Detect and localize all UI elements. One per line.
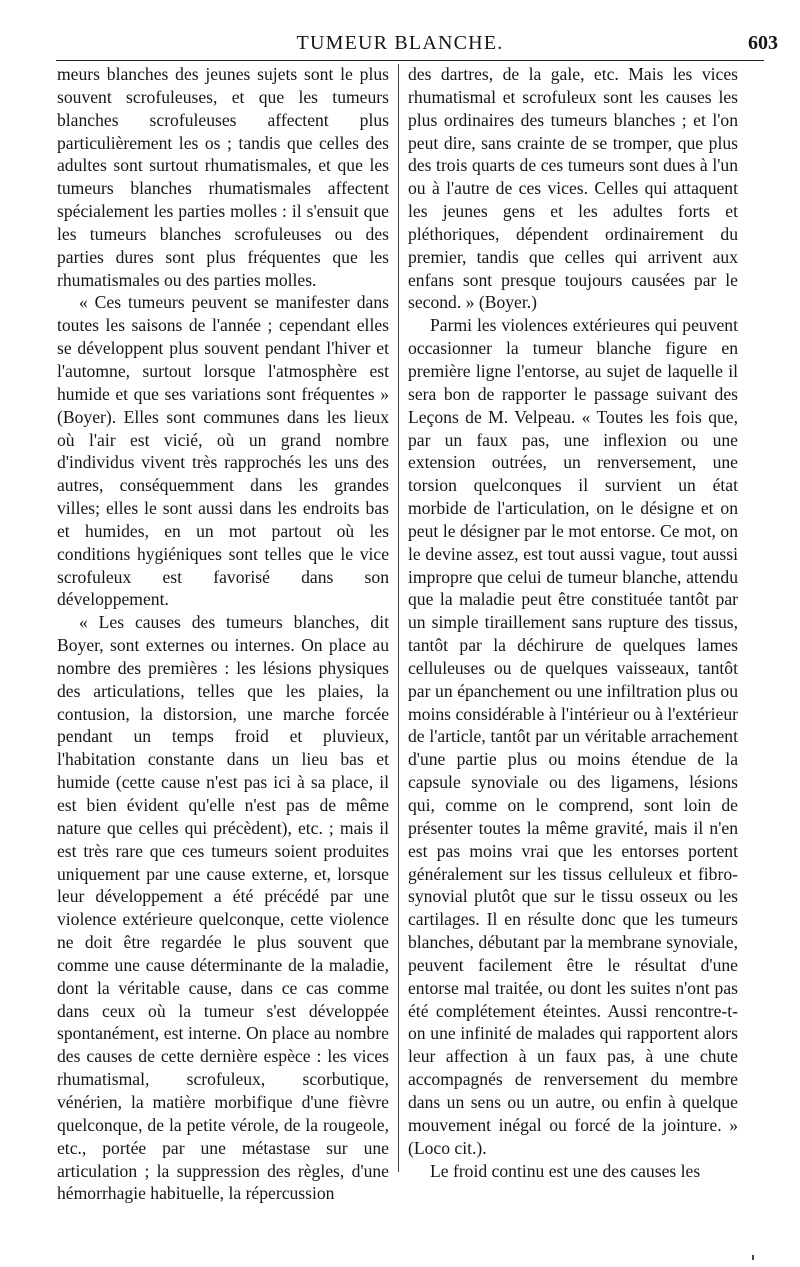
page-number: 603	[748, 32, 778, 54]
right-column	[408, 63, 738, 1181]
paragraph: Le froid continu est une des causes les	[430, 1160, 701, 1181]
paragraph: « Ces tumeurs peuvent se manifester dans toutes les saisons de l'année ; cependant elles se développent plus souvent pendant l'hiver et l'automne, surtout lorsque l'atmosphère est humide et que ses variations sont fréquentes » (Boyer). Elles sont communes dans les lieux où l'air est vicié, où un grand nombre d'individus vivent très rapprochés les uns des autres, conséquemment dans les grandes villes; elles le sont aussi dans les endroits bas et humides, en un mot partout où les conditions hygiéniques sont telles que le vice scrofuleux est favorisé dans son développement.	[57, 292, 389, 610]
paragraph: meurs blanches des jeunes sujets sont le plus souvent scrofuleuses, et que les tumeurs blanches scrofuleuses affectent plus particulièrement les os ; tandis que celles des adultes sont surtout rhumatismales, et que les tumeurs blanches rhumatismales affectent spécialement les parties molles : il s'ensuit que les tumeurs blanches scrofuleuses ou des parties dures sont plus fréquentes que les rhumatismales ou des parties molles.	[57, 64, 389, 290]
column-divider	[398, 64, 399, 1172]
paragraph: « Les causes des tumeurs blanches, dit Boyer, sont externes ou internes. On place au nombre des premières : les lésions physiques des articulations, telles que les plaies, la contusion, la distorsion, une marche forcée pendant un temps froid et pluvieux, l'habitation constante dans un lieu bas et humide (cette cause n'est pas ici à sa place, il est bien évident qu'elle n'est pas de même nature que celles qui précèdent), etc. ; mais il est très rare que ces tumeurs soient produites uniquement par une cause externe, et, lorsque leur développement a été précédé par une violence extérieure quelconque, cette violence ne doit être regardée le plus souvent que comme une cause déterminante de la maladie, dont la véritable cause, dans ce cas comme dans ceux où la tumeur s'est développée spontanément, est interne. On place au nombre des causes de cette dernière espèce : les vices rhumatismal, scrofuleux, scorbutique, vénérien, la matière morbifique d'une fièvre quelconque, de la petite vérole, de la rougeole, etc., portée par une métastase sur une articulation ; la suppression des règles, d'une hémorrhagie habituelle, la répercussion	[57, 612, 389, 1204]
header-rule	[56, 60, 764, 61]
margin-mark	[752, 1255, 754, 1260]
paragraph: des dartres, de la gale, etc. Mais les vices rhumatismal et scrofuleux sont les causes les plus ordinaires des tumeurs blanches ; et l'on peut dire, sans crainte de se tromper, que plus des trois quarts de ces tumeurs sont dues à l'un ou à l'autre de ces vices. Celles qui attaquent les jeunes gens et les adultes forts et pléthoriques, dépendent ordinairement du premier, tandis que celles qui arrivent aux enfans sont presque toujours causées par le second. » (Boyer.)	[408, 64, 738, 313]
running-title: TUMEUR BLANCHE.	[296, 32, 504, 54]
paragraph: Parmi les violences extérieures qui peuvent occasionner la tumeur blanche figure en première ligne l'entorse, au sujet de laquelle il sera bon de rapporter le passage suivant des Leçons de M. Velpeau. « Toutes les fois que, par un faux pas, une inflexion ou une extension outrées, un renversement, une torsion quelconques il survient un état morbide de l'articulation, on le désigne et on peut le désigner par le mot entorse. Ce mot, on le devine assez, est tout aussi vague, tout aussi impropre que celui de tumeur blanche, attendu que la maladie peut être constituée tantôt par un simple tiraillement sans rupture des tissus, tantôt par la déchirure de quelques lames celluleuses ou de quelques vaisseaux, tantôt par un épanchement ou une infiltration plus ou moins considérable à l'intérieur ou à l'extérieur de l'article, tantôt par un véritable arrachement d'une partie plus ou moins étendue de la capsule synoviale ou des ligamens, lésions qui, comme on le comprend, sont loin de présenter toutes la même gravité, mais il n'en est pas moins vrai que les entorses portent généralement sur les tissus celluleux et fibro-synovial plutôt que sur le tissu osseux ou les cartilages. Il en résulte donc que les tumeurs blanches, débutant par la membrane synoviale, peuvent facilement être le résultat d'une entorse mal traitée, ou dont les suites n'ont pas été complétement éteintes. Aussi rencontre-t-on une infinité de malades qui rapportent alors leur affection à un faux pas, à une chute accompagnés de renversement du membre dans un sens ou un autre, ou enfin à quelque mouvement inégal ou forcé de la jointure. » (Loco cit.).	[408, 315, 738, 1158]
running-head	[0, 30, 800, 60]
left-column	[57, 63, 389, 1204]
